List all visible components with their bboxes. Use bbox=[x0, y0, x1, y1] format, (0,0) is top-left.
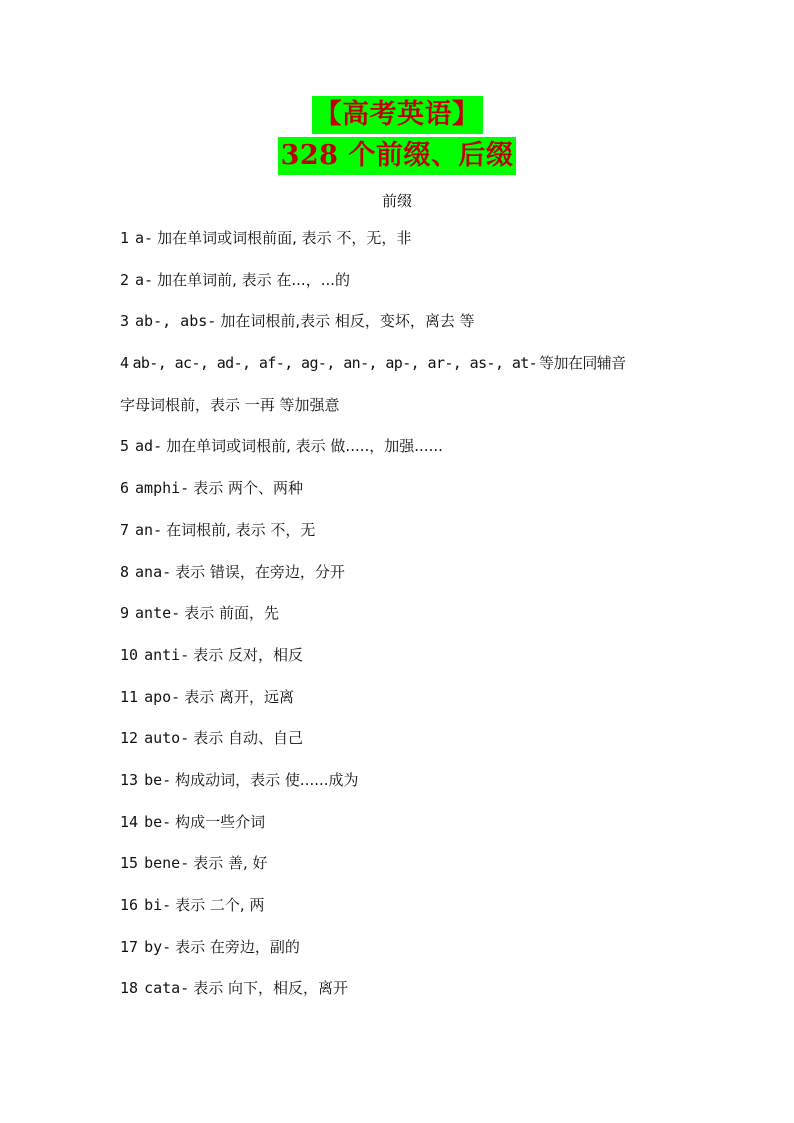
entry-number: 10 bbox=[120, 645, 139, 664]
entry-meaning: 加在单词或词根前, 表示 做.....，加强...... bbox=[166, 437, 443, 456]
entry-meaning: 构成动词，表示 使......成为 bbox=[175, 770, 359, 789]
entry-meaning: 在词根前, 表示 不，无 bbox=[166, 520, 316, 539]
document-title bbox=[0, 96, 794, 175]
list-item bbox=[120, 687, 720, 707]
list-item bbox=[120, 937, 720, 957]
entry-meaning: 表示 在旁边，副的 bbox=[175, 937, 300, 956]
entry-meaning: 表示 反对，相反 bbox=[193, 645, 303, 664]
entry-prefix: be- bbox=[144, 770, 172, 789]
entry-prefix: by- bbox=[144, 937, 172, 956]
entry-prefix: a- bbox=[135, 270, 154, 289]
entry-prefix: be- bbox=[144, 812, 172, 831]
title-line-1: 【高考英语】 bbox=[312, 96, 483, 134]
entry-meaning: 构成一些介词 bbox=[175, 812, 266, 831]
entry-number: 7 bbox=[120, 520, 130, 539]
entry-meaning: 表示 自动、自己 bbox=[193, 729, 303, 748]
entry-number: 4 bbox=[120, 354, 129, 373]
entry-prefix: an- bbox=[135, 520, 163, 539]
entry-meaning: 表示 错误，在旁边，分开 bbox=[175, 562, 345, 581]
entry-prefix: ab-, ac-, ad-, af-, ag-, an-, ap-, ar-, as-, at- bbox=[132, 354, 538, 373]
entry-prefix: apo- bbox=[144, 687, 181, 706]
list-item bbox=[120, 978, 720, 998]
entry-number: 8 bbox=[120, 562, 130, 581]
entry-number: 6 bbox=[120, 479, 130, 498]
list-item bbox=[120, 353, 720, 373]
entry-number: 9 bbox=[120, 604, 130, 623]
list-item bbox=[120, 270, 720, 290]
entry-number: 14 bbox=[120, 812, 139, 831]
entry-number: 13 bbox=[120, 770, 139, 789]
entry-prefix: cata- bbox=[144, 979, 190, 998]
entry-prefix: ante- bbox=[135, 604, 181, 623]
entry-meaning: 表示 两个、两种 bbox=[193, 479, 303, 498]
entry-meaning: 表示 离开，远离 bbox=[184, 687, 294, 706]
entry-meaning: 加在词根前,表示 相反，变坏，离去 等 bbox=[220, 312, 475, 331]
list-item bbox=[120, 520, 720, 540]
list-item bbox=[120, 562, 720, 582]
list-item bbox=[120, 853, 720, 873]
entry-number: 17 bbox=[120, 937, 139, 956]
entry-meaning: 加在单词或词根前面, 表示 不，无，非 bbox=[157, 229, 412, 247]
list-item bbox=[120, 311, 720, 331]
entry-number: 5 bbox=[120, 437, 130, 456]
list-item-continuation bbox=[120, 395, 720, 415]
entry-meaning: 表示 向下，相反，离开 bbox=[193, 979, 348, 998]
list-item bbox=[120, 895, 720, 915]
entry-number: 16 bbox=[120, 896, 139, 914]
entry-number: 1 bbox=[120, 229, 130, 247]
entry-prefix: anti- bbox=[144, 645, 190, 664]
entry-prefix: ad- bbox=[135, 437, 163, 456]
entry-prefix: amphi- bbox=[135, 479, 190, 498]
entry-number: 12 bbox=[120, 729, 139, 748]
entry-number: 2 bbox=[120, 270, 130, 289]
entry-prefix: ana- bbox=[135, 562, 172, 581]
entry-number: 15 bbox=[120, 854, 139, 873]
title-line-2: 328 个前缀、后缀 bbox=[278, 137, 517, 175]
entry-meaning: 表示 善, 好 bbox=[193, 854, 268, 873]
list-item bbox=[120, 478, 720, 498]
entry-prefix: auto- bbox=[144, 729, 190, 748]
list-item bbox=[120, 728, 720, 748]
entry-number: 3 bbox=[120, 312, 130, 331]
list-item bbox=[120, 603, 720, 623]
entry-prefix: bene- bbox=[144, 854, 190, 873]
list-item bbox=[120, 228, 720, 248]
entry-number: 18 bbox=[120, 979, 139, 998]
entry-number: 11 bbox=[120, 687, 139, 706]
entry-meaning: 表示 二个, 两 bbox=[175, 896, 265, 914]
entry-prefix: ab-, abs- bbox=[135, 312, 217, 331]
prefix-list bbox=[120, 228, 720, 1020]
list-item bbox=[120, 812, 720, 832]
list-item bbox=[120, 645, 720, 665]
entry-prefix: a- bbox=[135, 229, 154, 247]
section-heading: 前缀 bbox=[381, 192, 412, 210]
entry-meaning: 字母词根前，表示 一再 等加强意 bbox=[120, 395, 340, 414]
entry-meaning: 加在单词前, 表示 在...，...的 bbox=[157, 270, 351, 289]
list-item bbox=[120, 436, 720, 456]
list-item bbox=[120, 770, 720, 790]
entry-meaning: 等加在同辅音 bbox=[539, 354, 626, 373]
entry-prefix: bi- bbox=[144, 896, 172, 914]
entry-meaning: 表示 前面，先 bbox=[184, 604, 279, 623]
